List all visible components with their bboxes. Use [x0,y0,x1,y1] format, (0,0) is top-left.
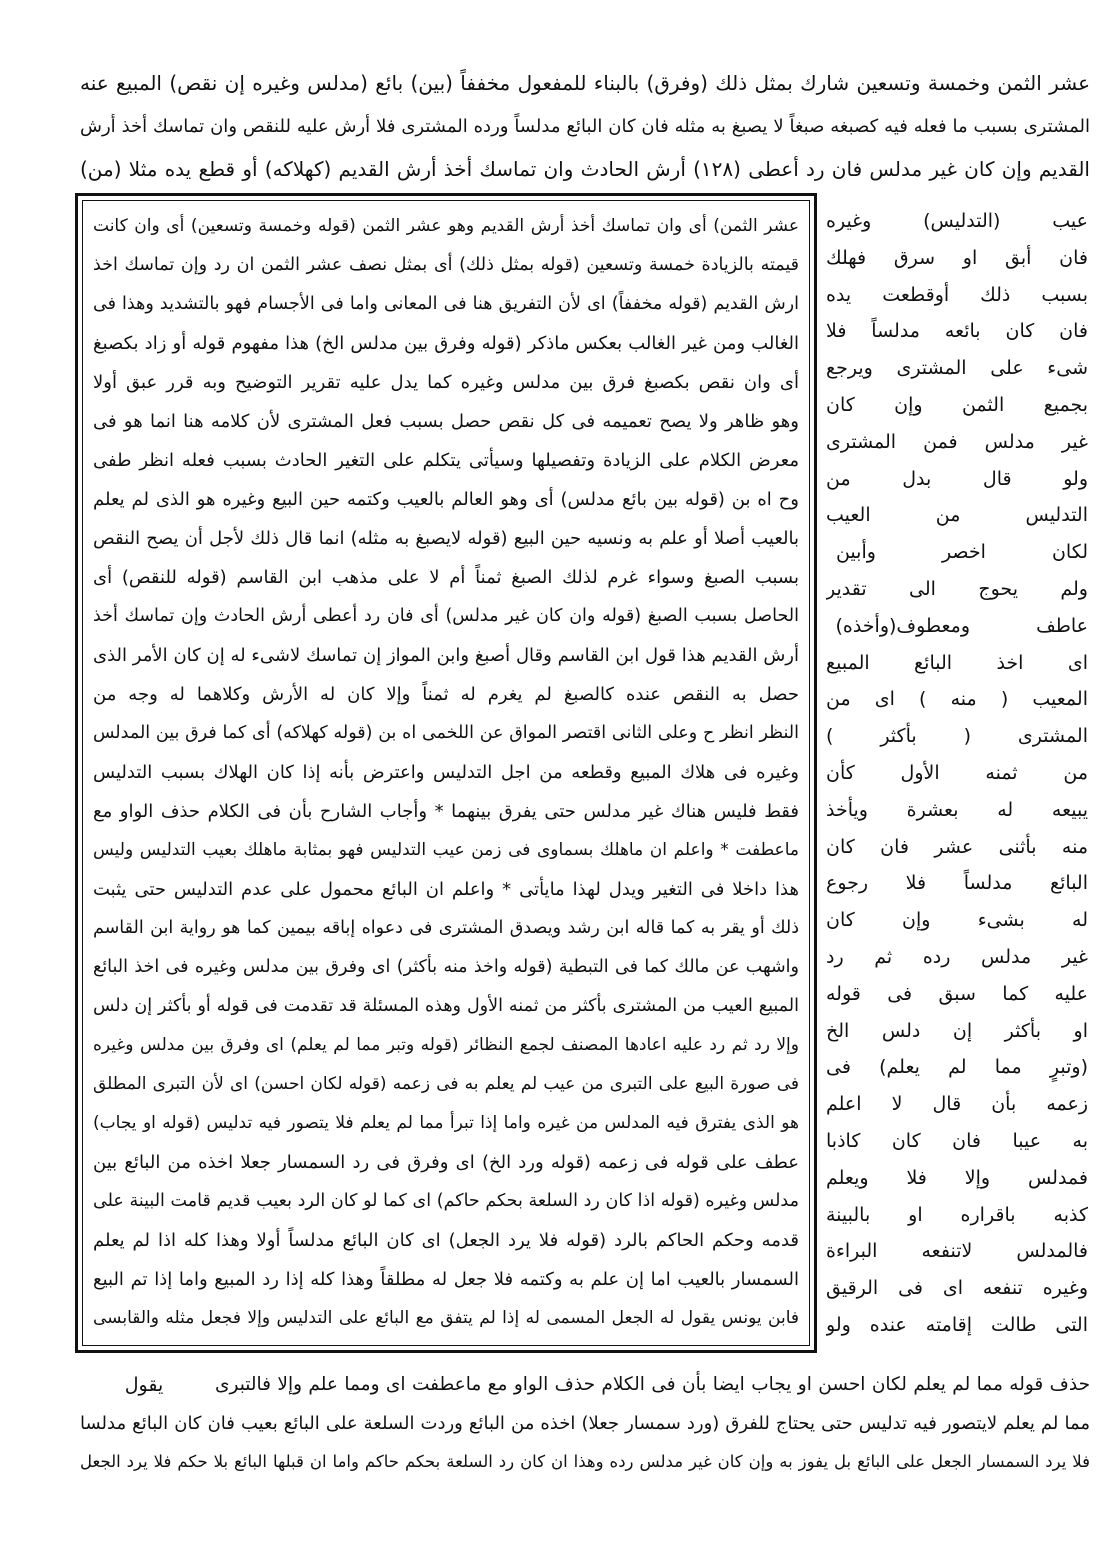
catchword [108,1366,180,1404]
commentary-line: ماعطفت * واعلم ان ماهلك بسماوى فى زمن عيب التدليس فهو بمثابة ماهلك بعيب التدليس وليس [93,840,799,860]
margin-line: بسبب ذلك أوقطعت يده [826,283,1088,306]
margin-line: غير مدلس رده ثم رد [826,945,1088,968]
commentary-line: فابن يونس يقول له الجعل المسمى له إذا لم يتفق مع البائع على التدليس وإلا فجعل مثله والقابسى [93,1308,799,1328]
margin-line: زعمه بأن قال لا اعلم [826,1093,1088,1116]
margin-line: التدليس من العيب [826,504,1088,527]
commentary-line: بالعيب أصلا أو علم به ونسيه حين البيع (قوله لايصبغ به مثله) انما قال ذلك لأجل أن يصح النقص [93,528,799,549]
margin-line: او بأكثر إن دلس الخ [826,1019,1088,1042]
main-text-bottom-first [215,1366,1090,1404]
commentary-line: الغالب ومن غير الغالب بعكس ماذكر (قوله وفرق بين مدلس الخ) هذا مفهوم قوله أو زاد بكصبغ [93,333,799,354]
commentary-line: قيمته بالزيادة خمسة وتسعين (قوله بمثل ذلك) أى بمثل نصف عشر الثمن ان رد وإن تماسك اخذ [93,255,799,275]
margin-line: ولو قال بدل من [826,467,1088,490]
margin-line: فان كان بائعه مدلساً فلا [826,320,1088,343]
margin-line: عليه كما سبق فى قوله [826,982,1088,1005]
margin-line: من ثمنه الأول كأن [826,761,1088,784]
margin-line: عاطف ومعطوف(وأخذه) [835,614,1088,637]
commentary-line: المبيع العيب من المشترى بأكثر من ثمنه الأول وهذه المسئلة قد تقدمت فى قوله أو بأكثر إن دلس [93,996,799,1016]
margin-line: عيب (التدليس) وغيره [826,210,1088,232]
margin-line: التى طالت إقامته عنده ولو [826,1313,1088,1336]
margin-line: ولم يحوج الى تقدير [826,577,1088,600]
commentary-line: مدلس وغيره (قوله اذا كان رد السلعة بحكم حاكم) اى كما لو كان الرد بعيب قديم قامت البينة على [93,1191,799,1211]
margin-line: اى اخذ البائع المبيع [826,651,1088,674]
catchword-text: يقول [124,1374,164,1396]
commentary-line: أرش القديم هذا قول ابن القاسم وقال أصبغ وابن المواز إن تماسك لاشىء له إن كان الأمر الذى [93,645,799,666]
margin-line: لكان اخصر وأبين [835,541,1088,564]
commentary-line: بسبب الصبغ وسواء غرم لذلك الصبغ ثمناً أم لا على مذهب ابن القاسم (قوله للنقص) أى [93,567,799,588]
margin-line: شىء على المشترى ويرجع [826,357,1088,380]
main-text-bottom [80,1405,1090,1481]
margin-line: له بشىء وإن كان [826,909,1088,932]
margin-line: المشترى ( بأكثر ) [826,725,1088,748]
main-text-line: المشترى بسبب ما فعله فيه كصبغه صبغاً لا يصبغ به مثله فان كان البائع مدلساً ورده المشترى فلا أرش عليه للنقص وان تماسك أخذ أرش [80,116,1090,137]
margin-line: منه بأثنى عشر فان كان [826,835,1088,858]
commentary-line: واشهب عن مالك كما فى التبطية (قوله واخذ منه بأكثر) اى وفرق بين مدلس وغيره فى اخذ البائع [93,957,799,977]
margin-line: غير مدلس فمن المشترى [826,430,1088,453]
commentary-line: وهو ظاهر ولا يصح تعميمه فى كل نقص حصل بسبب فعل المشترى لأن كلامه هنا انما هو فى [93,411,799,432]
commentary-line: قدمه وحكم الحاكم بالرد (قوله فلا يرد الجعل) اى كان البائع مدلساً أولا وهذا كله اذا لم يعلم [93,1230,799,1251]
commentary-line: عطف على قوله فى زعمه (قوله ورد الخ) اى وفرق فى رد السمسار جعلا اخذه من البائع بين [93,1152,799,1173]
commentary-line: معرض الكلام على الزيادة وتفصيلها وسيأتى يتكلم على التغير الحادث بسبب فعله انظر طفى [93,450,799,471]
margin-line: فمدلس وإلا فلا ويعلم [826,1166,1088,1189]
margin-line: المعيب ( منه ) اى من [826,688,1088,711]
main-text-line: القديم وإن كان غير مدلس فان رد أعطى (١٢٨) أرش الحادث وان تماسك أخذ أرش القديم (كهلاكه) أو قطع يده مثلا (من) [80,157,1090,181]
commentary-line: هذا داخلا فى التغير ويدل لهذا مايأتى * واعلم ان البائع محمول على عدم التدليس حتى يثبت [93,879,799,900]
commentary-line: أى وان نقص بكصبغ فرق بين مدلس وغيره كما يدل عليه تقرير التوضيح وبه قرر عبق أولا [93,372,799,393]
margin-line: كذبه باقراره او بالبينة [826,1203,1088,1226]
commentary-line: ذلك أو يقر به كما قاله ابن رشد ويصدق المشترى فى دعواه إباقه بيمين كما هو رواية ابن القاسم [93,918,799,938]
commentary-line: فقط فليس هناك غير مدلس حتى يفرق بينهما * وأجاب الشارح بأن فى الكلام حذف الواو مع [93,801,799,822]
main-text-top [80,62,1090,191]
commentary-line: عشر الثمن) أى وان تماسك أخذ أرش القديم وهو عشر الثمن (قوله وخمسة وتسعين) أى وان كانت [93,216,799,236]
margin-line: وغيره تنفعه اى فى الرقيق [826,1277,1088,1300]
commentary-line: هو الذى يفترق فيه المدلس من غيره واما إذا تبرأ مما لم يعلم فلا يتصور فيه تدليس (قوله او يجاب) [93,1113,799,1133]
main-text-line: عشر الثمن وخمسة وتسعين شارك بمثل ذلك (وفرق) بالبناء للمفعول مخففاً (بين) بائع (مدلس وغيره إن نقص) المبيع عنه [80,71,1090,95]
commentary-box [75,193,817,1353]
commentary-line: فى صورة البيع على التبرى من عيب لم يعلم به فى زعمه (قوله لكان احسن) اى لأن التبرى المطلق [93,1074,799,1094]
commentary-line: حصل به النقص عنده كالصبغ لم يغرم له ثمناً وإلا كان له الأرش وكلاهما له وجه من [93,684,799,705]
main-text-bottom-line: مما لم يعلم لايتصور فيه تدليس حتى يحتاج للفرق (ورد سمسار جعلا) اخذه من البائع وردت السلعة على البائع بعيب فان كان البائع مدلسا [80,1413,1090,1434]
margin-line: (وتبرٍ مما لم يعلم) فى [826,1056,1088,1079]
margin-line: فالمدلس لاتنفعه البراءة [826,1240,1088,1263]
margin-column [826,203,1088,1344]
margin-line: يبيعه له بعشرة ويأخذ [826,798,1088,821]
commentary-line: ارش القديم (قوله مخففاً) اى لأن التفريق هنا فى المعانى واما فى الأجسام فهو بالتشديد وهذا فى [93,294,799,314]
margin-line: بجميع الثمن وإن كان [826,393,1088,416]
commentary-line: السمسار بالعيب اما إن علم به وكتمه فلا جعل له مطلقاً وهذا كله إذا رد المبيع واما إذا تم البيع [93,1269,799,1290]
commentary-line: وغيره فى هلاك المبيع وقطعه من اجل التدليس واعترض بأنه إذا كان الهلاك بسبب التدليس [93,762,799,783]
main-text-bottom-line: فلا يرد السمسار الجعل على البائع بل يفوز به وإن كان غير مدلس رده وهذا ان كان رد السلعة بحكم حاكم واما ان قبلها البائع بلا حكم فلا يرد الجعل [80,1452,1090,1471]
margin-line: البائع مدلساً فلا رجوع [826,872,1088,895]
commentary-line: وح اه بن (قوله بين بائع مدلس) أى وهو العالم بالعيب وكتمه حين البيع وغيره هو الذى لم يعلم [93,489,799,510]
main-text-bottom-line: حذف قوله مما لم يعلم لكان احسن او يجاب ايضا بأن فى الكلام حذف الواو مع ماعطفت اى ومما علم وإلا فالتبرى [215,1374,1090,1395]
commentary-line: وإلا رد ثم رد عليه اعادها المصنف لجمع النظائر (قوله وتبر مما لم يعلم) اى وفرق بين مدلس وغيره [93,1035,799,1055]
margin-line: به عيبا فان كان كاذبا [826,1129,1088,1152]
commentary-line: النظر انظر ح وعلى الثانى اقتصر المواق عن اللخمى اه بن (قوله كهلاكه) أى كما فرق بين المدلس [93,723,799,743]
commentary-line: الحاصل بسبب الصبغ (قوله وان كان غير مدلس) أى فان رد أعطى أرش الحادث وإن تماسك أخذ [93,606,799,626]
commentary-box-inner-frame [82,200,810,1346]
margin-line: فان أبق او سرق فهلك [826,246,1088,269]
